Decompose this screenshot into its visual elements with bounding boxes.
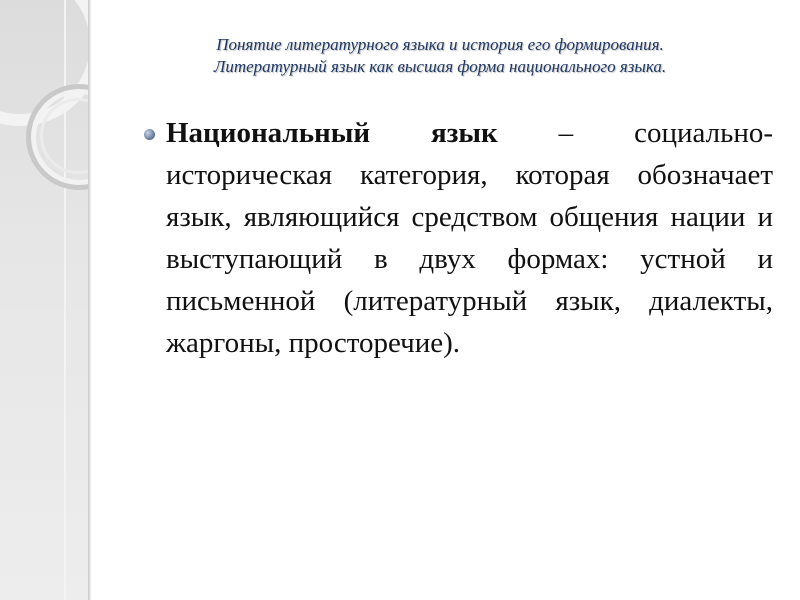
bullet-text (166, 112, 773, 364)
side-panel-edge (88, 0, 91, 600)
bullet-item (144, 112, 773, 364)
bullet-term: Национальный язык (166, 117, 498, 149)
round-bullet-icon (144, 129, 155, 140)
slide-title-line-2: Литературный язык как высшая форма национального языка. (213, 57, 667, 76)
slide-title-line-1: Понятие литературного языка и история его формирования. (216, 35, 664, 54)
bullet-definition: – социально-историческая категория, которая обозначает язык, являющийся средством общения нации и выступающий в двух формах: устной и письменной (литературный язык, диалекты, жаргоны, просторечие). (166, 117, 773, 359)
slide-title (120, 34, 760, 78)
decorative-side-panel (0, 0, 90, 600)
